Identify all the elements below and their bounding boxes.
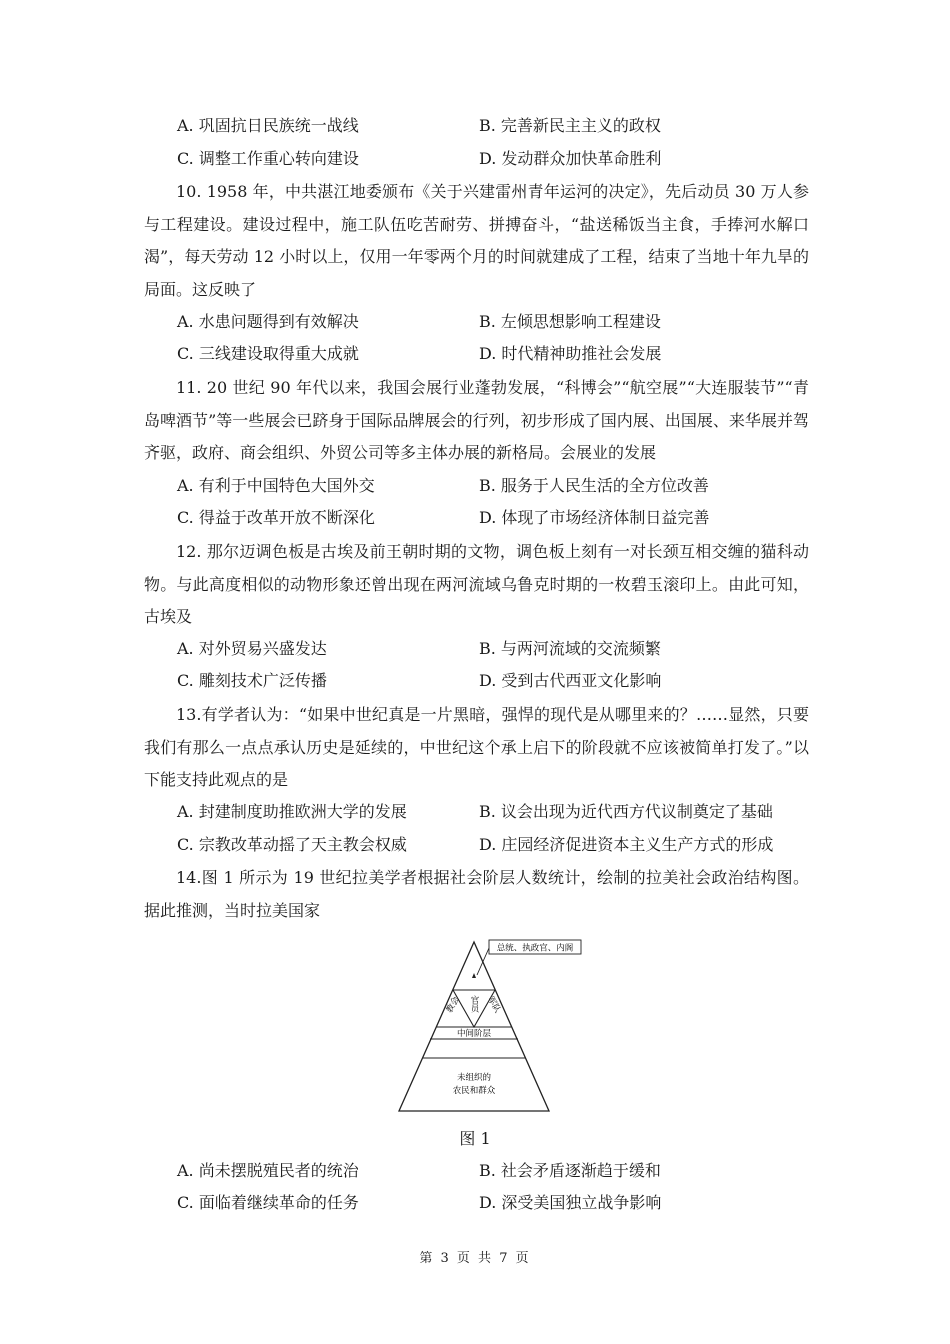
social-structure-pyramid-figure <box>395 938 585 1118</box>
q14-option-c: C. 面临着继续革命的任务 <box>177 1193 359 1212</box>
q9-option-c: C. 调整工作重心转向建设 <box>177 149 359 168</box>
q13-option-a: A. 封建制度助推欧洲大学的发展 <box>177 802 407 821</box>
page-footer: 第 3 页 共 7 页 <box>419 1251 531 1266</box>
q12-option-a: A. 对外贸易兴盛发达 <box>177 639 327 658</box>
masses-label-line1: 未组织的 <box>456 1073 492 1083</box>
q14-stem: 14.图 1 所示为 19 世纪拉美学者根据社会阶层人数统计，绘制的拉美社会政治结构图。据此推测，当时拉美国家 <box>144 868 809 920</box>
church-label: 教会 <box>444 995 462 1015</box>
officials-label: 官员 <box>469 995 479 1013</box>
q13-stem: 13.有学者认为：“如果中世纪真是一片黑暗，强悍的现代是从哪里来的？……显然，只要我们有那么一点点承认历史是延续的，中世纪这个承上启下的阶段就不应该被简单打发了。”以下能支持此观点的是 <box>144 705 809 790</box>
q13-option-c: C. 宗教改革动摇了天主教会权威 <box>177 835 407 854</box>
q10-option-b: B. 左倾思想影响工程建设 <box>479 312 661 331</box>
q10-option-d: D. 时代精神助推社会发展 <box>479 344 662 363</box>
middle-class-label: 中间阶层 <box>456 1029 492 1039</box>
q9-option-d: D. 发动群众加快革命胜利 <box>479 149 662 168</box>
army-label: 军队 <box>485 995 503 1015</box>
apex-marker <box>472 973 476 978</box>
q14-option-a: A. 尚未摆脱殖民者的统治 <box>177 1161 359 1180</box>
q11-option-d: D. 体现了市场经济体制日益完善 <box>479 508 710 527</box>
q13-option-b: B. 议会出现为近代西方代议制奠定了基础 <box>479 802 773 821</box>
q9-option-b: B. 完善新民主主义的政权 <box>479 116 661 135</box>
q12-option-b: B. 与两河流域的交流频繁 <box>479 639 661 658</box>
q12-option-d: D. 受到古代西亚文化影响 <box>479 671 662 690</box>
q14-option-d: D. 深受美国独立战争影响 <box>479 1193 662 1212</box>
q10-stem: 10. 1958 年，中共湛江地委颁布《关于兴建雷州青年运河的决定》，先后动员 30 万人参与工程建设。建设过程中，施工队伍吃苦耐劳、拼搏奋斗，“盐送稀饭当主食，手捧河水解口渴”，每天劳动 12 小时以上，仅用一年零两个月的时间就建成了工程，结束了当地十年九旱的局面。这反映了 <box>144 182 809 300</box>
q10-option-c: C. 三线建设取得重大成就 <box>177 344 359 363</box>
q11-option-b: B. 服务于人民生活的全方位改善 <box>479 476 709 495</box>
q12-option-c: C. 雕刻技术广泛传播 <box>177 671 327 690</box>
top-label: 总统、执政官、内阁 <box>496 943 574 954</box>
q10-option-a: A. 水患问题得到有效解决 <box>177 312 359 331</box>
q11-option-a: A. 有利于中国特色大国外交 <box>177 476 375 495</box>
q12-stem: 12. 那尔迈调色板是古埃及前王朝时期的文物，调色板上刻有一对长颈互相交缠的猫科动物。与此高度相似的动物形象还曾出现在两河流域乌鲁克时期的一枚碧玉滚印上。由此可知，古埃及 <box>144 542 809 627</box>
masses-label-line2: 农民和群众 <box>452 1086 496 1096</box>
q11-stem: 11. 20 世纪 90 年代以来，我国会展行业蓬勃发展，“科博会”“航空展”“大连服装节”“青岛啤酒节”等一些展会已跻身于国际品牌展会的行列，初步形成了国内展、出国展、来华展并驾齐驱，政府、商会组织、外贸公司等多主体办展的新格局。会展业的发展 <box>144 378 809 463</box>
figure-caption: 图 1 <box>459 1129 491 1148</box>
q9-option-a: A. 巩固抗日民族统一战线 <box>177 116 359 135</box>
q11-option-c: C. 得益于改革开放不断深化 <box>177 508 375 527</box>
q13-option-d: D. 庄园经济促进资本主义生产方式的形成 <box>479 835 774 854</box>
q14-option-b: B. 社会矛盾逐渐趋于缓和 <box>479 1161 661 1180</box>
